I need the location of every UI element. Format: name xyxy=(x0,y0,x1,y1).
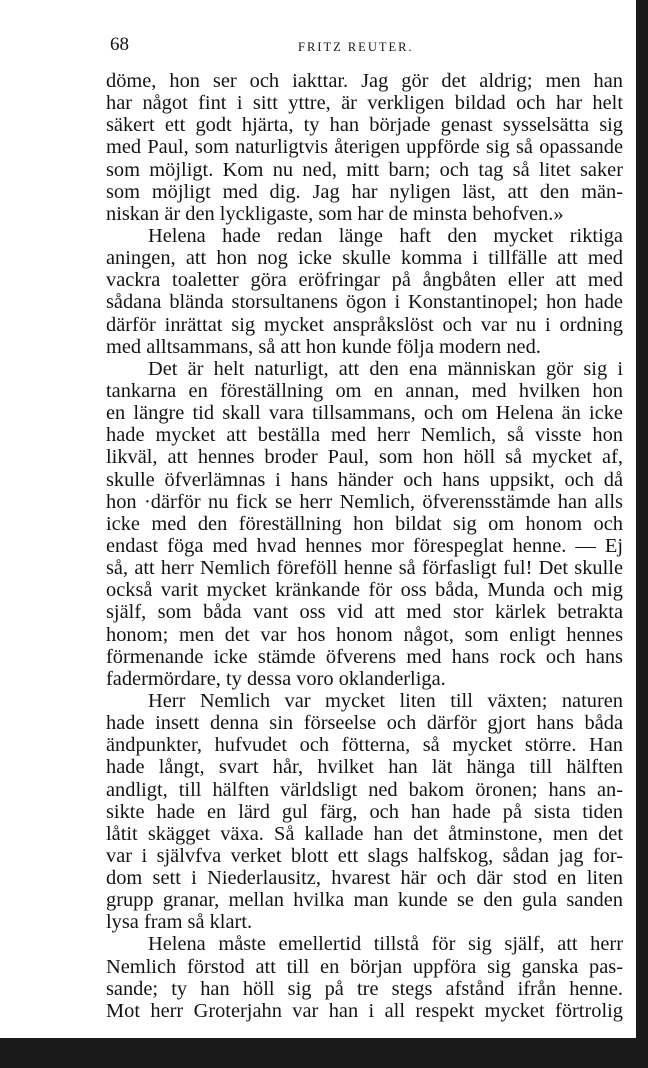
body-text xyxy=(106,70,623,1022)
text-line: Det är helt naturligt, att den ena människan gör sig i xyxy=(148,357,623,380)
text-line: andligt, till hälften världsligt ned bakom öronen; hans an- xyxy=(106,778,623,801)
text-line: Helena måste emellertid tillstå för sig själf, att herr xyxy=(148,933,623,956)
text-line: dom sett i Niederlausitz, hvarest här och där stod en liten xyxy=(106,867,623,890)
paragraph xyxy=(106,933,623,1022)
text-line: sande; ty han höll sig på tre stegs afstånd ifrån henne. xyxy=(106,977,623,1000)
running-head: FRITZ REUTER. xyxy=(298,40,414,54)
text-line: var i självfva verket blott ett slags halfskog, sådan jag for- xyxy=(106,844,623,867)
text-line: hade mycket att beställa med herr Nemlich, så visste hon xyxy=(106,424,623,447)
text-line: lysa fram så klart. xyxy=(106,911,253,934)
text-line: själf, som båda vant oss vid att med stor kärlek betrakta xyxy=(106,601,623,624)
text-line: icke med den föreställning hon bildat sig om honom och xyxy=(106,512,623,535)
scan-edge-right xyxy=(636,0,648,1068)
text-line: säkert ett godt hjärta, ty han började genast sysselsätta sig xyxy=(106,114,623,137)
text-line: har något fint i sitt yttre, är verkligen bildad och har helt xyxy=(106,92,623,115)
text-line: sikte hade en lärd gul färg, och han hade på sista tiden xyxy=(106,800,623,823)
text-line: grupp granar, mellan hvilka man kunde se den gula sanden xyxy=(106,889,623,912)
text-line: sådana blända storsultanens ögon i Konstantinopel; hon hade xyxy=(106,291,623,314)
paragraph xyxy=(106,358,623,690)
paragraph xyxy=(106,70,623,225)
text-line: hon ·därför nu fick se herr Nemlich, öfverensstämde han alls xyxy=(106,490,623,513)
text-line: endast föga med hvad hennes mor förespeglat henne. — Ej xyxy=(106,534,623,557)
text-line: vackra toaletter göra eröfringar på ångbåten eller att med xyxy=(106,269,623,292)
text-line: aningen, att hon nog icke skulle komma i tillfälle att med xyxy=(106,247,623,270)
page-number: 68 xyxy=(110,34,129,55)
text-line: därför inrättat sig mycket anspråkslöst och var nu i ordning xyxy=(106,313,623,336)
text-line: som möjligt med dig. Jag har nyligen läst, att den män- xyxy=(106,180,623,203)
page-header xyxy=(106,34,626,60)
text-line: så, att herr Nemlich föreföll henne så förfasligt ful! Det skulle xyxy=(106,557,623,580)
text-line: Helena hade redan länge haft den mycket riktiga xyxy=(148,224,623,247)
text-line: förmenande icke stämde öfverens med hans rock och hans xyxy=(106,645,623,668)
text-line: honom; men det var hos honom något, som enligt hennes xyxy=(106,623,623,646)
text-line: hade insett denna sin förseelse och därför gjort hans båda xyxy=(106,712,623,735)
text-line: med alltsammans, så att hon kunde följa modern ned. xyxy=(106,335,541,358)
text-line: likväl, att hennes broder Paul, som hon höll så mycket af, xyxy=(106,446,623,469)
text-line: hade långt, svart hår, hvilket han lät hänga till hälften xyxy=(106,756,623,779)
text-line: ändpunkter, hufvudet och fötterna, så mycket större. Han xyxy=(106,734,623,757)
text-line: fadermördare, ty dessa voro oklanderliga. xyxy=(106,667,446,690)
text-line: en längre tid skall vara tillsammans, och om Helena än icke xyxy=(106,402,623,425)
text-line: Nemlich förstod att till en början uppföra sig ganska pas- xyxy=(106,955,623,978)
text-line: med Paul, som naturligtvis återigen uppförde sig så opassande xyxy=(106,136,623,159)
paragraph xyxy=(106,225,623,358)
text-line: låtit skägget växa. Så kallade han det åtminstone, men det xyxy=(106,822,623,845)
text-line: tankarna en föreställning om en annan, med hvilken hon xyxy=(106,379,623,402)
paragraph xyxy=(106,690,623,934)
scan-edge-bottom xyxy=(0,1038,648,1068)
text-line: Mot herr Groterjahn var han i all respekt mycket förtrolig xyxy=(106,999,623,1022)
text-line: Herr Nemlich var mycket liten till växten; naturen xyxy=(148,689,623,712)
text-line: skulle öfverlämnas i hans händer och hans uppsikt, och då xyxy=(106,468,623,491)
text-line: också varit mycket kränkande för oss båda, Munda och mig xyxy=(106,579,623,602)
text-line: döme, hon ser och iakttar. Jag gör det aldrig; men han xyxy=(106,70,623,92)
text-line: niskan är den lyckligaste, som har de minsta behofven.» xyxy=(106,202,564,225)
text-line: som möjligt. Kom nu ned, mitt barn; och tag så litet saker xyxy=(106,158,623,181)
